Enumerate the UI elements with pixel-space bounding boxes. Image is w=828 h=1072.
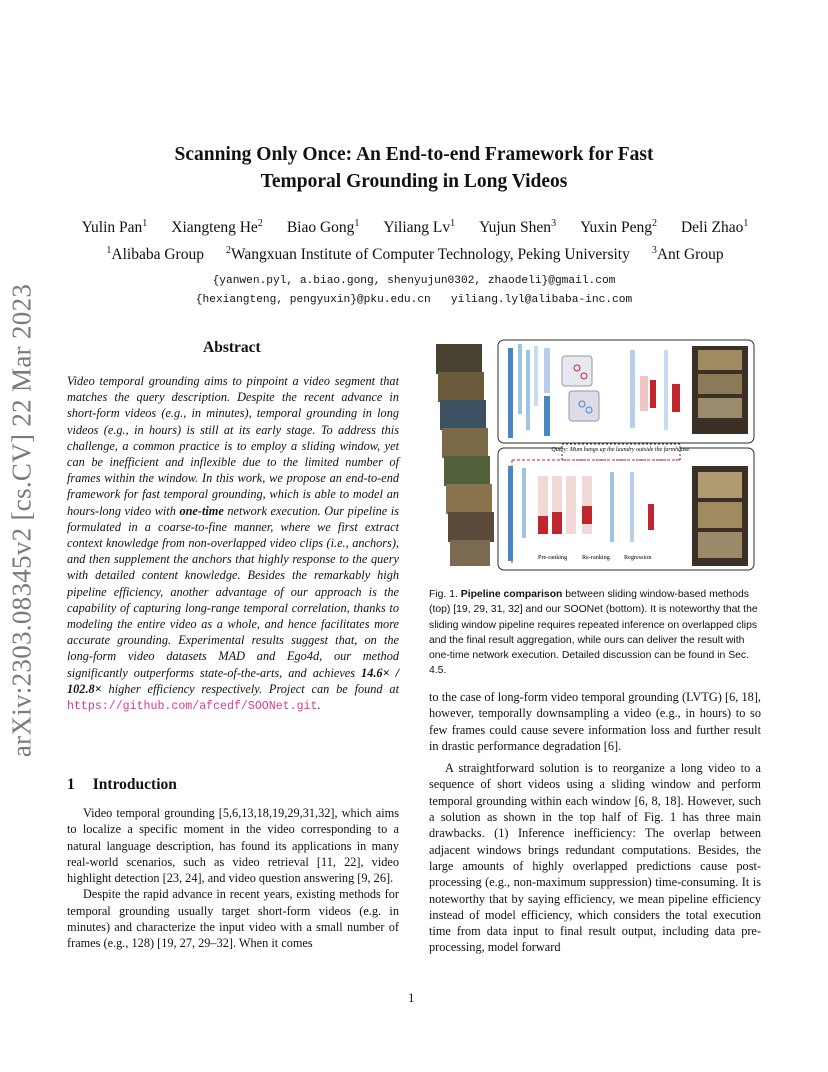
project-link[interactable]: https://github.com/afcedf/SOONet.git <box>67 700 318 714</box>
author: Biao Gong$^1$ <box>286 218 360 237</box>
affiliation: $^1$Alibaba Group <box>106 245 204 264</box>
author-list <box>60 218 770 237</box>
author: Yiliang Lv$^1$ <box>383 218 456 237</box>
label-preranking: Pre-ranking <box>538 554 568 561</box>
paragraph: Video temporal grounding [5,6,13,18,19,29,31,32], which aims to localize a specific moment in the video corresponding to a natural language description, has found its applications in many real-world scenarios, such as video retrieval [11, 22], video highlight detection [23, 24], and video question answering [9, 26]. <box>67 806 399 886</box>
abstract-heading: Abstract <box>203 339 261 356</box>
paragraph: to the case of long-form video temporal grounding (LVTG) [6, 18], however, temporally downsampling a video (e.g., in hours) to so few frames could cause severe information loss and further result in drastic performance degradation [6]. <box>429 690 761 753</box>
author: Yuxin Peng$^2$ <box>580 218 657 237</box>
top-bars <box>508 344 550 438</box>
author: Yulin Pan$^1$ <box>81 218 148 237</box>
abstract-body: Video temporal grounding aims to pinpoint a video segment that matches the query description. Despite the recent advance in short-form videos (e.g., in minutes), temporal grounding in long videos (e.g., in hours) is still at its early stage. To address this challenge, a common practice is to employ a sliding window, yet can be inefficient and inflexible due to the limited number of frames within the window. In this work, we propose an end-to-end framework for fast temporal grounding, which is able to model an hours-long video with one-time network execution. Our pipeline is formulated in a coarse-to-fine manner, where we first extract context knowledge from non-overlapped video clips (i.e., anchors), and then supplement the anchors that highly response to the query with detailed content knowledge. Besides the remarkably high pipeline efficiency, another advantage of our approach is the capability of capturing long-range temporal correlation, thanks to modeling the entire video as a whole, and hence facilitates more accurate grounding. Experimental results suggest that, on the long-form video datasets MAD and Ego4d, our method significantly outperforms state-of-the-arts, and achieves 14.6× / 102.8× higher efficiency respectively. Project can be found at https://github.com/afcedf/SOONet.git. <box>67 374 399 714</box>
email-line-1: {yanwen.pyl, a.biao.gong, shenyujun0302, zhaodeli}@gmail.com <box>212 275 616 287</box>
paper-title <box>120 141 708 195</box>
intro-left-column <box>67 805 399 952</box>
affiliation-list <box>60 245 770 264</box>
section-heading: 1 Introduction <box>67 776 177 793</box>
arxiv-stamp: arXiv:2303.08345v2 [cs.CV] 22 Mar 2023 <box>6 283 37 758</box>
abstract-emphasis: 14.6× / 102.8× <box>67 665 399 696</box>
intro-right-column <box>429 689 761 956</box>
paragraph: A straightforward solution is to reorganize a long video to a sequence of short videos using a sliding window and perform temporal grounding within each window [6, 8, 18]. However, such a solution as shown in the top half of Fig. 1 has three main drawbacks. (1) Inference inefficiency: The overlap between adjacent windows brings redundant computations. Besides, the large amounts of highly overlapped predictions cause post-processing (e.g., non-maximum suppression) time-consuming. It is noteworthy that by saying efficiency, we mean pipeline efficiency instead of model efficiency, which considers the total execution time from data input to final result output, including data pre-processing, model forward <box>429 761 761 955</box>
page-number: 1 <box>408 990 415 1005</box>
affiliation: $^2$Wangxuan Institute of Computer Technology, Peking University <box>225 245 630 264</box>
label-regression: Regression <box>624 554 652 561</box>
figure-caption: Fig. 1. Pipeline comparison between sliding window-based methods (top) [19, 29, 31, 32] and our SOONet (bottom). It is noteworthy that the sliding window pipeline requires repeated inference on overlapped clips and the final result aggregation, while ours can deliver the result with one-time network execution. Detailed discussion can be found in Sec. 4.5. <box>429 589 758 677</box>
email-line-2: {hexiangteng, pengyuxin}@pku.edu.cn yiliang.lyl@alibaba-inc.com <box>195 294 633 306</box>
affiliation: $^3$Ant Group <box>651 245 724 264</box>
title-line-2: Temporal Grounding in Long Videos <box>260 171 568 192</box>
author: Xiangteng He$^2$ <box>171 218 263 237</box>
label-reranking: Re-ranking <box>582 554 610 561</box>
author: Deli Zhao$^1$ <box>680 218 749 237</box>
pipeline-figure <box>434 336 760 574</box>
pipeline-diagram <box>434 336 760 574</box>
paragraph: Despite the rapid advance in recent years, existing methods for temporal grounding usually target short-form videos (e.g. in minutes) and characterize the input video with a small number of frames (e.g., 128) [19, 27, 29–32]. When it comes <box>67 887 399 951</box>
video-frames-stack <box>436 344 494 566</box>
abstract-emphasis: one-time <box>179 503 224 518</box>
figure-query: Query: Mum hangs up the laundry outside the farmhouse. <box>551 447 691 453</box>
title-line-1: Scanning Only Once: An End-to-end Framework for Fast <box>174 144 654 165</box>
author: Yujun Shen$^3$ <box>479 218 557 237</box>
